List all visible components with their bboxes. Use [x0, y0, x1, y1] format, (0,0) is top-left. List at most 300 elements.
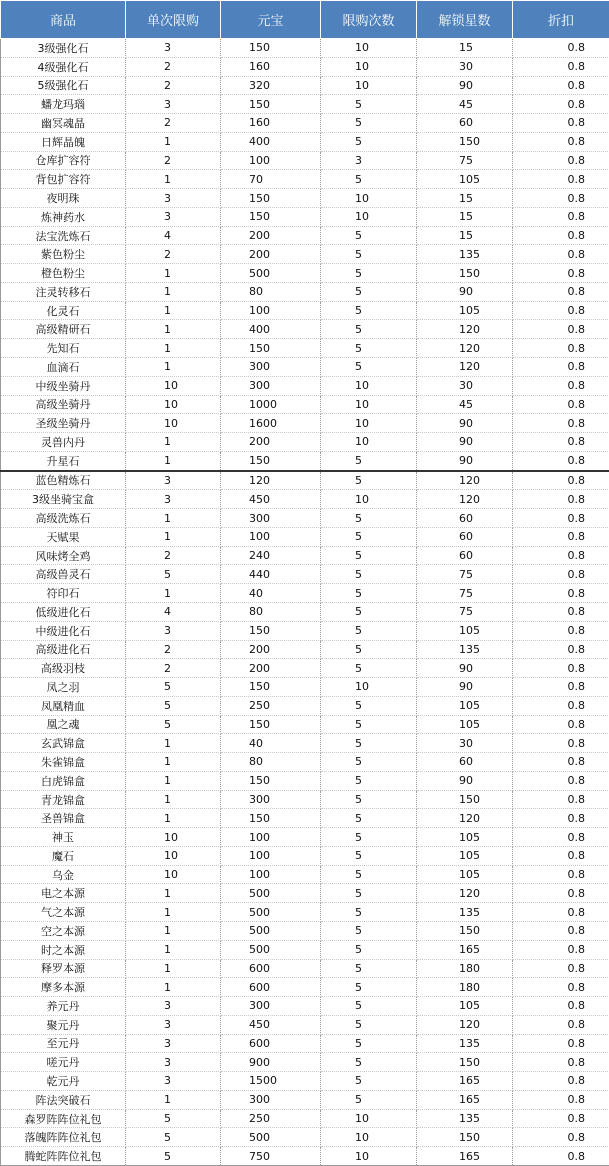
limit-cell: 1 — [126, 978, 221, 997]
stars-cell: 180 — [417, 959, 513, 978]
times-cell: 3 — [321, 151, 417, 170]
limit-cell: 3 — [126, 1053, 221, 1072]
discount-cell: 0.8 — [513, 602, 609, 621]
yuanbao-cell: 600 — [221, 959, 321, 978]
table-row — [1, 753, 609, 772]
discount-cell: 0.8 — [513, 734, 609, 753]
times-cell: 5 — [321, 715, 417, 734]
yuanbao-cell: 300 — [221, 790, 321, 809]
stars-cell: 60 — [417, 509, 513, 528]
discount-cell: 0.8 — [513, 95, 609, 114]
discount-cell: 0.8 — [513, 358, 609, 377]
table-row — [1, 715, 609, 734]
discount-cell: 0.8 — [513, 1147, 609, 1166]
limit-cell: 1 — [126, 940, 221, 959]
limit-cell: 3 — [126, 95, 221, 114]
stars-cell: 105 — [417, 301, 513, 320]
discount-cell: 0.8 — [513, 527, 609, 546]
times-cell: 5 — [321, 696, 417, 715]
limit-cell: 5 — [126, 696, 221, 715]
item-name-cell: 夜明珠 — [1, 189, 126, 208]
stars-cell: 45 — [417, 395, 513, 414]
discount-cell: 0.8 — [513, 978, 609, 997]
yuanbao-cell: 80 — [221, 753, 321, 772]
limit-cell: 10 — [126, 828, 221, 847]
stars-cell: 105 — [417, 828, 513, 847]
times-cell: 5 — [321, 546, 417, 565]
item-name-cell: 蟠龙玛瑙 — [1, 95, 126, 114]
discount-cell: 0.8 — [513, 903, 609, 922]
yuanbao-cell: 100 — [221, 865, 321, 884]
discount-cell: 0.8 — [513, 1072, 609, 1091]
limit-cell: 3 — [126, 189, 221, 208]
discount-cell: 0.8 — [513, 207, 609, 226]
discount-cell: 0.8 — [513, 1128, 609, 1147]
limit-cell: 1 — [126, 132, 221, 151]
yuanbao-cell: 150 — [221, 715, 321, 734]
yuanbao-cell: 500 — [221, 921, 321, 940]
stars-cell: 135 — [417, 640, 513, 659]
stars-cell: 90 — [417, 433, 513, 452]
table-row — [1, 771, 609, 790]
discount-cell: 0.8 — [513, 584, 609, 603]
times-cell: 10 — [321, 207, 417, 226]
stars-cell: 120 — [417, 471, 513, 490]
yuanbao-cell: 40 — [221, 734, 321, 753]
times-cell: 5 — [321, 865, 417, 884]
table-row — [1, 621, 609, 640]
item-name-cell: 圣兽锦盒 — [1, 809, 126, 828]
item-name-cell: 养元丹 — [1, 997, 126, 1016]
times-cell: 5 — [321, 790, 417, 809]
stars-cell: 75 — [417, 602, 513, 621]
item-name-cell: 4级强化石 — [1, 57, 126, 76]
discount-cell: 0.8 — [513, 451, 609, 470]
times-cell: 10 — [321, 678, 417, 697]
header-purchase-times: 限购次数 — [321, 1, 417, 39]
yuanbao-cell: 900 — [221, 1053, 321, 1072]
table-row — [1, 659, 609, 678]
times-cell: 10 — [321, 490, 417, 509]
times-cell: 5 — [321, 509, 417, 528]
item-name-cell: 日辉晶魄 — [1, 132, 126, 151]
limit-cell: 1 — [126, 170, 221, 189]
limit-cell: 2 — [126, 546, 221, 565]
yuanbao-cell: 80 — [221, 282, 321, 301]
stars-cell: 165 — [417, 940, 513, 959]
yuanbao-cell: 120 — [221, 471, 321, 490]
item-name-cell: 空之本源 — [1, 921, 126, 940]
limit-cell: 1 — [126, 527, 221, 546]
table-row — [1, 640, 609, 659]
yuanbao-cell: 450 — [221, 1015, 321, 1034]
stars-cell: 15 — [417, 226, 513, 245]
table-row — [1, 959, 609, 978]
item-name-cell: 魔石 — [1, 846, 126, 865]
table-row — [1, 846, 609, 865]
item-name-cell: 高级兽灵石 — [1, 565, 126, 584]
times-cell: 5 — [321, 339, 417, 358]
item-name-cell: 风味烤全鸡 — [1, 546, 126, 565]
limit-cell: 1 — [126, 301, 221, 320]
discount-cell: 0.8 — [513, 1034, 609, 1053]
yuanbao-cell: 400 — [221, 320, 321, 339]
times-cell: 5 — [321, 170, 417, 189]
stars-cell: 120 — [417, 490, 513, 509]
discount-cell: 0.8 — [513, 395, 609, 414]
table-row — [1, 1109, 609, 1128]
times-cell: 10 — [321, 414, 417, 433]
discount-cell: 0.8 — [513, 940, 609, 959]
limit-cell: 10 — [126, 395, 221, 414]
item-name-cell: 森罗阵阵位礼包 — [1, 1109, 126, 1128]
discount-cell: 0.8 — [513, 39, 609, 58]
discount-cell: 0.8 — [513, 846, 609, 865]
yuanbao-cell: 250 — [221, 1109, 321, 1128]
stars-cell: 90 — [417, 659, 513, 678]
table-row — [1, 39, 609, 58]
discount-cell: 0.8 — [513, 282, 609, 301]
limit-cell: 1 — [126, 771, 221, 790]
discount-cell: 0.8 — [513, 1053, 609, 1072]
discount-cell: 0.8 — [513, 471, 609, 490]
table-row — [1, 809, 609, 828]
limit-cell: 2 — [126, 151, 221, 170]
limit-cell: 3 — [126, 1034, 221, 1053]
times-cell: 5 — [321, 903, 417, 922]
table-row — [1, 151, 609, 170]
yuanbao-cell: 150 — [221, 621, 321, 640]
item-name-cell: 炼神药水 — [1, 207, 126, 226]
yuanbao-cell: 150 — [221, 809, 321, 828]
yuanbao-cell: 300 — [221, 358, 321, 377]
yuanbao-cell: 100 — [221, 301, 321, 320]
limit-cell: 4 — [126, 226, 221, 245]
stars-cell: 150 — [417, 132, 513, 151]
times-cell: 5 — [321, 1015, 417, 1034]
yuanbao-cell: 100 — [221, 846, 321, 865]
stars-cell: 75 — [417, 565, 513, 584]
discount-cell: 0.8 — [513, 715, 609, 734]
table-row — [1, 395, 609, 414]
limit-cell: 3 — [126, 471, 221, 490]
table-row — [1, 1034, 609, 1053]
stars-cell: 30 — [417, 376, 513, 395]
item-name-cell: 释罗本源 — [1, 959, 126, 978]
table-row — [1, 1072, 609, 1091]
discount-cell: 0.8 — [513, 884, 609, 903]
stars-cell: 150 — [417, 264, 513, 283]
limit-cell: 10 — [126, 376, 221, 395]
stars-cell: 150 — [417, 1128, 513, 1147]
times-cell: 10 — [321, 376, 417, 395]
item-name-cell: 血滴石 — [1, 358, 126, 377]
yuanbao-cell: 80 — [221, 602, 321, 621]
times-cell: 5 — [321, 846, 417, 865]
limit-cell: 1 — [126, 903, 221, 922]
table-row — [1, 997, 609, 1016]
table-row — [1, 1090, 609, 1109]
limit-cell: 1 — [126, 433, 221, 452]
limit-cell: 1 — [126, 753, 221, 772]
item-name-cell: 3级坐骑宝盒 — [1, 490, 126, 509]
item-name-cell: 摩多本源 — [1, 978, 126, 997]
stars-cell: 135 — [417, 245, 513, 264]
times-cell: 10 — [321, 76, 417, 95]
discount-cell: 0.8 — [513, 809, 609, 828]
table-row — [1, 921, 609, 940]
table-row — [1, 903, 609, 922]
times-cell: 10 — [321, 433, 417, 452]
discount-cell: 0.8 — [513, 264, 609, 283]
table-row — [1, 76, 609, 95]
limit-cell: 5 — [126, 565, 221, 584]
limit-cell: 5 — [126, 1147, 221, 1166]
limit-cell: 1 — [126, 734, 221, 753]
table-row — [1, 696, 609, 715]
item-name-cell: 法宝洗炼石 — [1, 226, 126, 245]
discount-cell: 0.8 — [513, 621, 609, 640]
limit-cell: 1 — [126, 451, 221, 470]
limit-cell: 2 — [126, 76, 221, 95]
item-name-cell: 高级进化石 — [1, 640, 126, 659]
limit-cell: 2 — [126, 659, 221, 678]
table-row — [1, 170, 609, 189]
stars-cell: 75 — [417, 584, 513, 603]
table-row — [1, 57, 609, 76]
times-cell: 10 — [321, 1109, 417, 1128]
item-name-cell: 白虎锦盒 — [1, 771, 126, 790]
limit-cell: 5 — [126, 1128, 221, 1147]
table-row — [1, 189, 609, 208]
yuanbao-cell: 600 — [221, 978, 321, 997]
stars-cell: 90 — [417, 451, 513, 470]
table-row — [1, 490, 609, 509]
item-name-cell: 高级精研石 — [1, 320, 126, 339]
table-row — [1, 527, 609, 546]
times-cell: 5 — [321, 828, 417, 847]
limit-cell: 3 — [126, 207, 221, 226]
table-row — [1, 320, 609, 339]
item-name-cell: 天赋果 — [1, 527, 126, 546]
item-name-cell: 背包扩容符 — [1, 170, 126, 189]
discount-cell: 0.8 — [513, 320, 609, 339]
yuanbao-cell: 160 — [221, 114, 321, 133]
yuanbao-cell: 150 — [221, 95, 321, 114]
yuanbao-cell: 300 — [221, 997, 321, 1016]
item-name-cell: 时之本源 — [1, 940, 126, 959]
times-cell: 5 — [321, 734, 417, 753]
yuanbao-cell: 240 — [221, 546, 321, 565]
limit-cell: 3 — [126, 39, 221, 58]
stars-cell: 150 — [417, 921, 513, 940]
limit-cell: 1 — [126, 884, 221, 903]
table-row — [1, 978, 609, 997]
item-name-cell: 先知石 — [1, 339, 126, 358]
discount-cell: 0.8 — [513, 339, 609, 358]
limit-cell: 2 — [126, 114, 221, 133]
limit-cell: 10 — [126, 865, 221, 884]
table-row — [1, 376, 609, 395]
times-cell: 5 — [321, 1034, 417, 1053]
table-row — [1, 451, 609, 470]
header-item: 商品 — [1, 1, 126, 39]
item-name-cell: 中级坐骑丹 — [1, 376, 126, 395]
stars-cell: 60 — [417, 753, 513, 772]
item-name-cell: 乾元丹 — [1, 1072, 126, 1091]
item-name-cell: 聚元丹 — [1, 1015, 126, 1034]
yuanbao-cell: 320 — [221, 76, 321, 95]
stars-cell: 105 — [417, 696, 513, 715]
yuanbao-cell: 1000 — [221, 395, 321, 414]
stars-cell: 45 — [417, 95, 513, 114]
limit-cell: 5 — [126, 678, 221, 697]
stars-cell: 180 — [417, 978, 513, 997]
stars-cell: 120 — [417, 358, 513, 377]
limit-cell: 3 — [126, 997, 221, 1016]
yuanbao-cell: 150 — [221, 678, 321, 697]
times-cell: 5 — [321, 771, 417, 790]
yuanbao-cell: 40 — [221, 584, 321, 603]
stars-cell: 60 — [417, 114, 513, 133]
yuanbao-cell: 500 — [221, 264, 321, 283]
yuanbao-cell: 150 — [221, 207, 321, 226]
item-name-cell: 化灵石 — [1, 301, 126, 320]
stars-cell: 105 — [417, 865, 513, 884]
item-name-cell: 凰之魂 — [1, 715, 126, 734]
discount-cell: 0.8 — [513, 114, 609, 133]
discount-cell: 0.8 — [513, 1015, 609, 1034]
times-cell: 5 — [321, 282, 417, 301]
yuanbao-cell: 150 — [221, 451, 321, 470]
times-cell: 5 — [321, 997, 417, 1016]
header-discount: 折扣 — [513, 1, 609, 39]
times-cell: 5 — [321, 584, 417, 603]
times-cell: 5 — [321, 1053, 417, 1072]
discount-cell: 0.8 — [513, 245, 609, 264]
yuanbao-cell: 70 — [221, 170, 321, 189]
stars-cell: 150 — [417, 1053, 513, 1072]
times-cell: 5 — [321, 640, 417, 659]
times-cell: 5 — [321, 527, 417, 546]
yuanbao-cell: 450 — [221, 490, 321, 509]
discount-cell: 0.8 — [513, 997, 609, 1016]
table-row — [1, 414, 609, 433]
item-name-cell: 电之本源 — [1, 884, 126, 903]
item-name-cell: 紫色粉尘 — [1, 245, 126, 264]
table-row — [1, 734, 609, 753]
limit-cell: 10 — [126, 846, 221, 865]
item-name-cell: 腾蛇阵阵位礼包 — [1, 1147, 126, 1166]
table-row — [1, 1128, 609, 1147]
table-row — [1, 339, 609, 358]
times-cell: 10 — [321, 189, 417, 208]
yuanbao-cell: 200 — [221, 245, 321, 264]
yuanbao-cell: 1500 — [221, 1072, 321, 1091]
stars-cell: 165 — [417, 1072, 513, 1091]
item-name-cell: 高级洗炼石 — [1, 509, 126, 528]
stars-cell: 90 — [417, 76, 513, 95]
yuanbao-cell: 200 — [221, 433, 321, 452]
times-cell: 5 — [321, 1090, 417, 1109]
item-name-cell: 圣级坐骑丹 — [1, 414, 126, 433]
stars-cell: 135 — [417, 1109, 513, 1128]
stars-cell: 165 — [417, 1147, 513, 1166]
discount-cell: 0.8 — [513, 376, 609, 395]
limit-cell: 3 — [126, 1015, 221, 1034]
stars-cell: 150 — [417, 790, 513, 809]
times-cell: 10 — [321, 1128, 417, 1147]
limit-cell: 1 — [126, 809, 221, 828]
stars-cell: 60 — [417, 546, 513, 565]
limit-cell: 5 — [126, 715, 221, 734]
yuanbao-cell: 400 — [221, 132, 321, 151]
table-row — [1, 301, 609, 320]
item-name-cell: 高级坐骑丹 — [1, 395, 126, 414]
discount-cell: 0.8 — [513, 490, 609, 509]
times-cell: 10 — [321, 395, 417, 414]
item-name-cell: 符印石 — [1, 584, 126, 603]
times-cell: 5 — [321, 1072, 417, 1091]
item-name-cell: 灵兽内丹 — [1, 433, 126, 452]
stars-cell: 15 — [417, 39, 513, 58]
yuanbao-cell: 500 — [221, 884, 321, 903]
yuanbao-cell: 100 — [221, 151, 321, 170]
limit-cell: 1 — [126, 584, 221, 603]
table-row — [1, 358, 609, 377]
times-cell: 5 — [321, 940, 417, 959]
table-row — [1, 433, 609, 452]
header-yuanbao: 元宝 — [221, 1, 321, 39]
yuanbao-cell: 100 — [221, 527, 321, 546]
limit-cell: 1 — [126, 339, 221, 358]
stars-cell: 165 — [417, 1090, 513, 1109]
stars-cell: 30 — [417, 57, 513, 76]
times-cell: 5 — [321, 264, 417, 283]
stars-cell: 120 — [417, 320, 513, 339]
discount-cell: 0.8 — [513, 753, 609, 772]
discount-cell: 0.8 — [513, 57, 609, 76]
item-name-cell: 蓝色精炼石 — [1, 471, 126, 490]
yuanbao-cell: 300 — [221, 1090, 321, 1109]
stars-cell: 30 — [417, 734, 513, 753]
times-cell: 5 — [321, 602, 417, 621]
stars-cell: 135 — [417, 1034, 513, 1053]
limit-cell: 1 — [126, 358, 221, 377]
table-row — [1, 471, 609, 490]
discount-cell: 0.8 — [513, 565, 609, 584]
table-row — [1, 226, 609, 245]
times-cell: 5 — [321, 132, 417, 151]
item-name-cell: 青龙锦盒 — [1, 790, 126, 809]
limit-cell: 1 — [126, 790, 221, 809]
limit-cell: 2 — [126, 245, 221, 264]
limit-cell: 2 — [126, 640, 221, 659]
discount-cell: 0.8 — [513, 921, 609, 940]
item-name-cell: 凤之羽 — [1, 678, 126, 697]
discount-cell: 0.8 — [513, 678, 609, 697]
discount-cell: 0.8 — [513, 170, 609, 189]
times-cell: 5 — [321, 884, 417, 903]
yuanbao-cell: 250 — [221, 696, 321, 715]
table-row — [1, 114, 609, 133]
limit-cell: 4 — [126, 602, 221, 621]
times-cell: 5 — [321, 809, 417, 828]
item-name-cell: 气之本源 — [1, 903, 126, 922]
times-cell: 5 — [321, 451, 417, 470]
discount-cell: 0.8 — [513, 1109, 609, 1128]
yuanbao-cell: 150 — [221, 339, 321, 358]
